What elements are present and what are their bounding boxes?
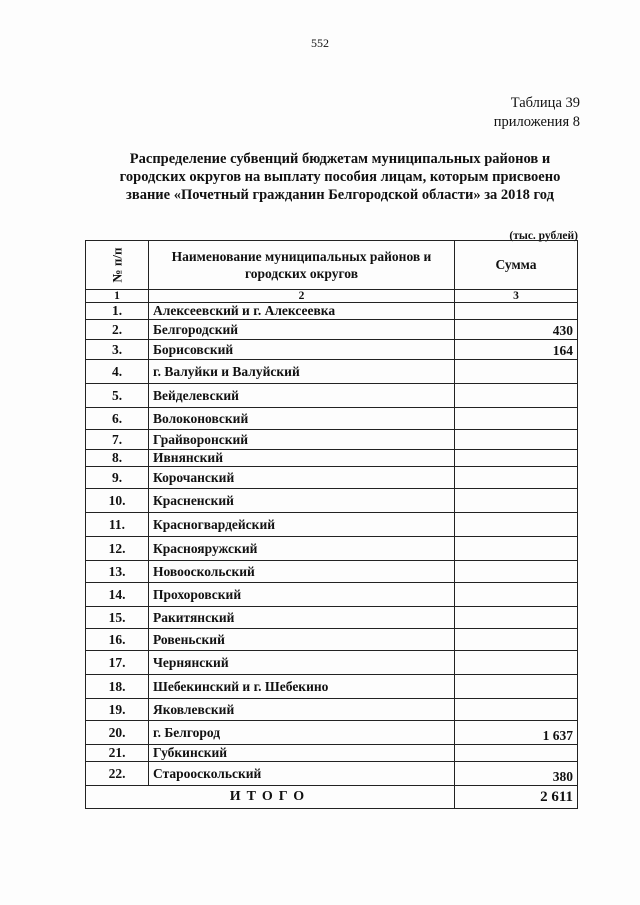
row-sum <box>455 303 578 320</box>
row-num: 3. <box>86 340 149 360</box>
row-num: 11. <box>86 513 149 537</box>
row-sum <box>455 583 578 607</box>
row-num: 22. <box>86 762 149 786</box>
row-name: Губкинский <box>149 745 455 762</box>
row-name: Красногвардейский <box>149 513 455 537</box>
total-label: ИТОГО <box>86 786 455 809</box>
table-caption <box>494 94 580 132</box>
row-sum: 380 <box>455 762 578 786</box>
table-row <box>86 467 578 489</box>
row-sum <box>455 651 578 675</box>
row-name: Шебекинский и г. Шебекино <box>149 675 455 699</box>
row-num: 13. <box>86 561 149 583</box>
row-name: Волоконовский <box>149 408 455 430</box>
row-num: 14. <box>86 583 149 607</box>
row-sum <box>455 360 578 384</box>
row-name: Белгородский <box>149 320 455 340</box>
table-row <box>86 699 578 721</box>
row-name: Краснояружский <box>149 537 455 561</box>
caption-line-2: приложения 8 <box>493 114 580 130</box>
row-num: 9. <box>86 467 149 489</box>
caption-line-1: Таблица 39 <box>510 95 580 111</box>
title-line-1: Распределение субвенций бюджетам муниципальных районов и <box>129 151 551 167</box>
table-row <box>86 430 578 450</box>
table-row <box>86 303 578 320</box>
row-num: 5. <box>86 384 149 408</box>
row-num: 6. <box>86 408 149 430</box>
table-body <box>86 303 578 786</box>
index-cell-3: 3 <box>455 290 578 303</box>
table-row <box>86 629 578 651</box>
index-cell-1: 1 <box>86 290 149 303</box>
row-sum: 430 <box>455 320 578 340</box>
row-sum <box>455 745 578 762</box>
row-name: Новооскольский <box>149 561 455 583</box>
row-name: Ровеньский <box>149 629 455 651</box>
table-row <box>86 489 578 513</box>
row-sum: 164 <box>455 340 578 360</box>
row-num: 10. <box>86 489 149 513</box>
table-row <box>86 745 578 762</box>
row-sum <box>455 384 578 408</box>
row-name: Вейделевский <box>149 384 455 408</box>
table-row <box>86 762 578 786</box>
header-name <box>149 241 455 290</box>
row-sum <box>455 607 578 629</box>
row-sum <box>455 699 578 721</box>
row-num: 8. <box>86 450 149 467</box>
row-name: Ивнянский <box>149 450 455 467</box>
row-name: Грайворонский <box>149 430 455 450</box>
table-row <box>86 513 578 537</box>
table-row <box>86 721 578 745</box>
row-sum <box>455 629 578 651</box>
table-row <box>86 675 578 699</box>
table-row <box>86 320 578 340</box>
row-num: 1. <box>86 303 149 320</box>
row-num: 17. <box>86 651 149 675</box>
row-sum: 1 637 <box>455 721 578 745</box>
table-row <box>86 561 578 583</box>
header-num-label: № п/п <box>109 247 124 283</box>
table-row <box>86 408 578 430</box>
row-name: Старооскольский <box>149 762 455 786</box>
row-num: 20. <box>86 721 149 745</box>
table-row <box>86 450 578 467</box>
table-row <box>86 384 578 408</box>
title-line-2: городских округов на выплату пособия лицам, которым присвоено <box>119 169 561 185</box>
row-num: 7. <box>86 430 149 450</box>
row-name: Красненский <box>149 489 455 513</box>
row-sum <box>455 561 578 583</box>
row-num: 15. <box>86 607 149 629</box>
table-row <box>86 607 578 629</box>
subvention-table <box>85 240 578 809</box>
table-row <box>86 340 578 360</box>
row-sum <box>455 450 578 467</box>
row-sum <box>455 513 578 537</box>
row-num: 19. <box>86 699 149 721</box>
title-line-3: звание «Почетный гражданин Белгородской области» за 2018 год <box>126 187 554 203</box>
row-name: Алексеевский и г. Алексеевка <box>149 303 455 320</box>
row-sum <box>455 430 578 450</box>
total-sum: 2 611 <box>455 786 578 809</box>
table-row <box>86 651 578 675</box>
header-name-line-2: городских округов <box>244 266 359 281</box>
row-num: 16. <box>86 629 149 651</box>
units-label: (тыс. рублей) <box>509 230 578 242</box>
row-num: 21. <box>86 745 149 762</box>
row-name: Ракитянский <box>149 607 455 629</box>
document-title <box>100 150 580 204</box>
row-sum <box>455 408 578 430</box>
row-num: 18. <box>86 675 149 699</box>
row-sum <box>455 675 578 699</box>
row-name: Корочанский <box>149 467 455 489</box>
header-num <box>86 241 149 290</box>
total-row <box>86 786 578 809</box>
row-sum <box>455 489 578 513</box>
table-row <box>86 537 578 561</box>
index-row <box>86 290 578 303</box>
header-sum: Сумма <box>455 241 578 290</box>
row-sum <box>455 537 578 561</box>
row-name: Прохоровский <box>149 583 455 607</box>
table-row <box>86 583 578 607</box>
row-name: г. Белгород <box>149 721 455 745</box>
index-cell-2: 2 <box>149 290 455 303</box>
row-num: 2. <box>86 320 149 340</box>
row-name: Чернянский <box>149 651 455 675</box>
header-row <box>86 241 578 290</box>
page-number: 552 <box>311 36 329 50</box>
row-name: Борисовский <box>149 340 455 360</box>
row-name: г. Валуйки и Валуйский <box>149 360 455 384</box>
row-num: 4. <box>86 360 149 384</box>
header-name-line-1: Наименование муниципальных районов и <box>171 249 432 264</box>
row-name: Яковлевский <box>149 699 455 721</box>
row-sum <box>455 467 578 489</box>
table-row <box>86 360 578 384</box>
row-num: 12. <box>86 537 149 561</box>
